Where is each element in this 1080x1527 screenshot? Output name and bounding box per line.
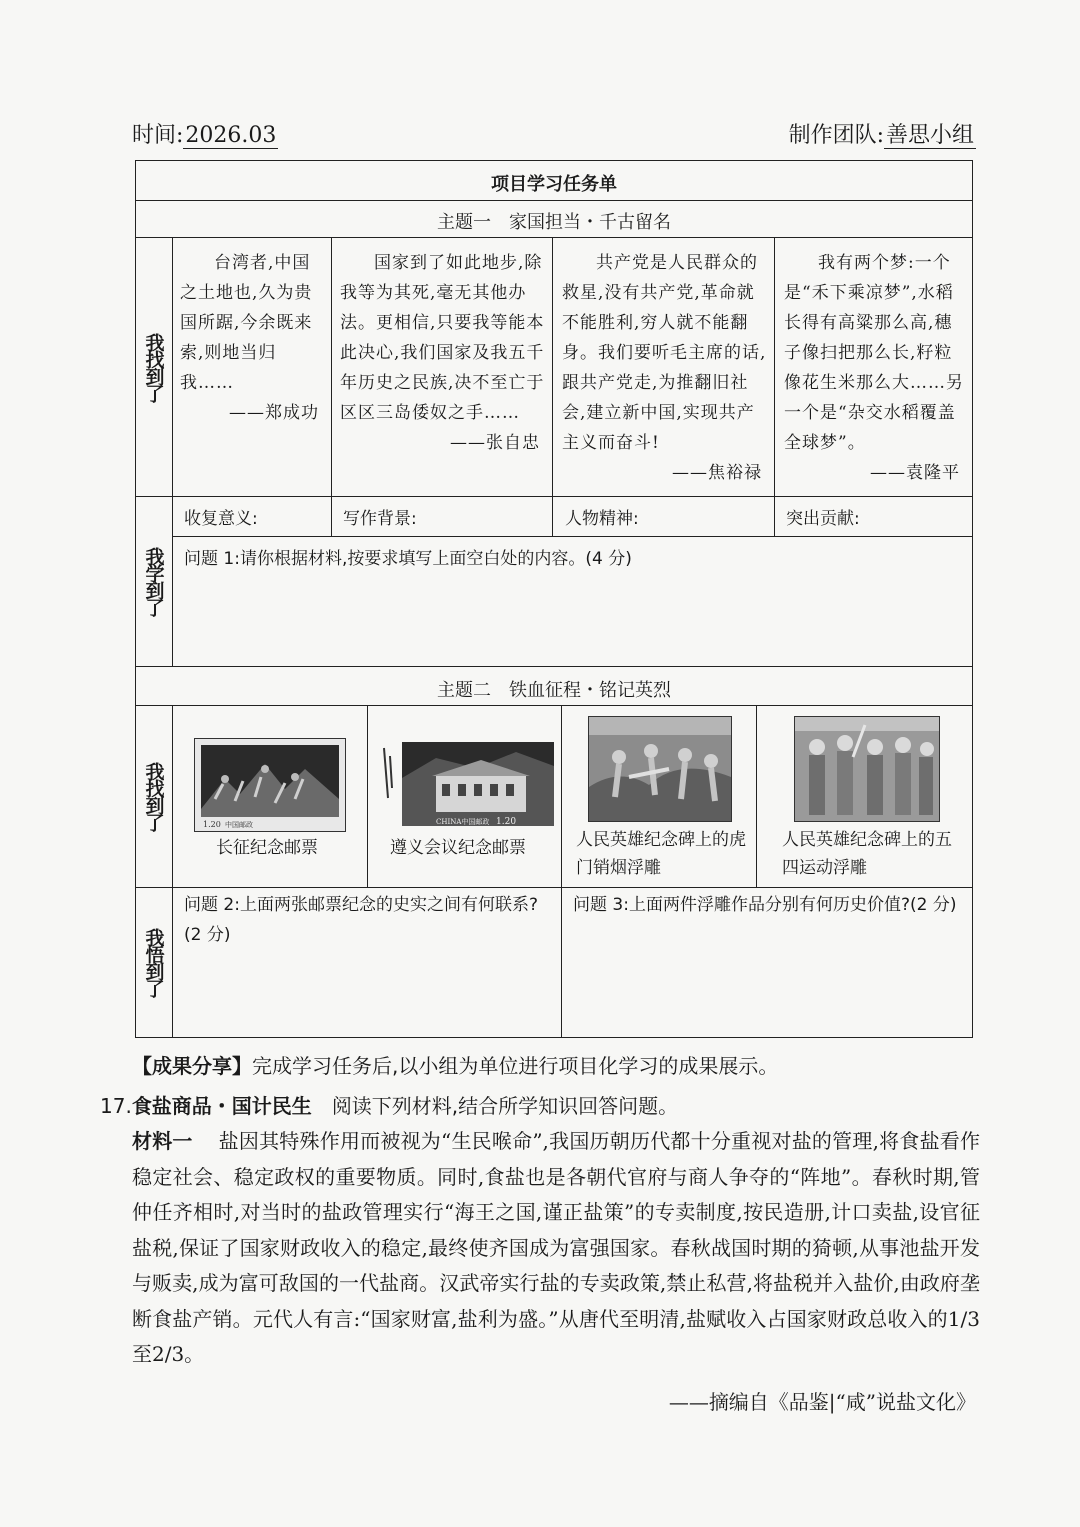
blank-character-spirit: 人物精神: <box>565 509 639 529</box>
col-divider <box>172 237 173 666</box>
row-divider <box>136 887 972 888</box>
col-divider <box>367 705 368 887</box>
insight-label: 我悟到了 <box>142 928 165 996</box>
row-divider <box>136 200 972 201</box>
zunyi-meeting-stamp-image <box>376 738 556 830</box>
result-share <box>132 1050 778 1079</box>
row-divider <box>136 705 972 706</box>
material-one <box>132 1124 980 1373</box>
stamp-value: 1.20 <box>496 817 517 827</box>
theme2-title: 主题二 铁血征程・铭记英烈 <box>437 680 671 701</box>
share-label: 【成果分享】 <box>132 1054 252 1078</box>
caption-zunyi-stamp: 遵义会议纪念邮票 <box>390 838 526 858</box>
material-text: 盐因其特殊作用而被视为“生民喉命”,我国历朝历代都十分重视对盐的管理,将食盐看作稳定社会、稳定政权的重要物质。同时,食盐也是各朝代官府与商人争夺的“阵地”。春秋时期,管仲任齐相时,对当时的盐政管理实行“海王之国,谨正盐策”的专卖制度,按民造册,计口卖盐,设官征盐税,保证了国家财政收入的稳定,最终使齐国成为富强国家。春秋战国时期的猗顿,从事池盐开发与贩卖,成为富可敌国的一代盐商。汉武帝实行盐的专卖政策,禁止私营,将盐税并入盐价,由政府垄断食盐产销。元代人有言:“国家财富,盐利为盛。”从唐代至明清,盐赋收入占国家财政总收入的1/3至2/3。 <box>132 1129 981 1366</box>
stamp-country: CHINA中国邮政 <box>436 818 490 826</box>
caption-humen-relief: 人民英雄纪念碑上的虎门销烟浮雕 <box>576 830 746 878</box>
col-divider <box>331 237 332 536</box>
question-2: 问题 2:上面两张邮票纪念的史实之间有何联系?(2 分) <box>184 895 538 945</box>
quote-jiao-yulu <box>562 248 768 488</box>
quote-author: ——袁隆平 <box>870 463 960 483</box>
theme1-title: 主题一 家国担当・千古留名 <box>437 212 671 233</box>
row-divider <box>172 536 972 537</box>
quote-zhang-zizhong <box>340 248 546 458</box>
may-fourth-relief-image <box>794 716 940 822</box>
row-divider <box>136 496 972 497</box>
col-divider <box>774 237 775 536</box>
question-3: 问题 3:上面两件浮雕作品分别有何历史价值?(2 分) <box>573 895 957 915</box>
row-divider <box>136 666 972 667</box>
stamp-country: 中国邮政 <box>225 821 253 829</box>
quote-zheng-chenggong <box>180 248 325 428</box>
col-divider <box>756 705 757 887</box>
learned-label: 我学到了 <box>142 547 165 615</box>
quote-text: 台湾者,中国之土地也,久为贵国所踞,今余既来索,则地当归我…… <box>180 253 313 393</box>
quote-text: 我有两个梦:一个是“禾下乘凉梦”,水稻长得有高粱那么高,穗子像扫把那么长,籽粒像花生米那么大……另一个是“杂交水稻覆盖全球梦”。 <box>784 253 964 453</box>
quote-yuan-longping <box>784 248 966 488</box>
caption-long-march-stamp: 长征纪念邮票 <box>216 838 318 858</box>
stamp-value: 1.20 <box>203 820 221 829</box>
humen-relief-image <box>588 716 732 822</box>
question-number: 17. <box>100 1094 132 1118</box>
time-label: 时间: <box>132 123 184 148</box>
question-17-instruction: 阅读下列材料,结合所学知识回答问题。 <box>331 1094 679 1118</box>
time-info <box>132 118 278 149</box>
quote-author: ——郑成功 <box>229 403 319 423</box>
quote-text: 共产党是人民群众的救星,没有共产党,革命就不能胜利,穷人就不能翻身。我们要听毛主席的话,跟共产党走,为推翻旧社会,建立新中国,实现共产主义而奋斗! <box>562 253 767 453</box>
col-divider <box>561 705 562 1037</box>
long-march-stamp-image <box>194 738 346 832</box>
caption-may-fourth-relief: 人民英雄纪念碑上的五四运动浮雕 <box>782 830 952 878</box>
quote-author: ——焦裕禄 <box>672 463 762 483</box>
question-17-heading <box>100 1090 678 1119</box>
blank-writing-background: 写作背景: <box>343 509 417 529</box>
found-label-theme2: 我找到了 <box>142 762 165 830</box>
quote-text: 国家到了如此地步,除我等为其死,毫无其他办法。更相信,只要我等能本此决心,我们国家及我五千年历史之民族,决不至亡于区区三岛倭奴之手…… <box>340 253 545 423</box>
quote-author: ——张自忠 <box>450 433 540 453</box>
team-value: 善思小组 <box>885 123 974 148</box>
team-label: 制作团队: <box>788 123 884 148</box>
question-1: 问题 1:请你根据材料,按要求填写上面空白处的内容。(4 分) <box>184 549 632 569</box>
question-17-title: 食盐商品・国计民生 <box>131 1094 312 1118</box>
time-value: 2026.03 <box>185 123 277 148</box>
found-label-theme1: 我找到了 <box>142 332 165 401</box>
team-info <box>789 118 976 149</box>
material-label: 材料一 <box>132 1129 193 1153</box>
row-divider <box>136 237 972 238</box>
share-text: 完成学习任务后,以小组为单位进行项目化学习的成果展示。 <box>252 1054 779 1078</box>
col-divider <box>172 705 173 1037</box>
blank-contribution: 突出贡献: <box>786 509 860 529</box>
material-source: ——摘编自《品鉴|“咸”说盐文化》 <box>668 1390 976 1414</box>
blank-recovery-significance: 收复意义: <box>184 509 258 529</box>
col-divider <box>552 237 553 536</box>
task-sheet-title: 项目学习任务单 <box>491 174 617 195</box>
